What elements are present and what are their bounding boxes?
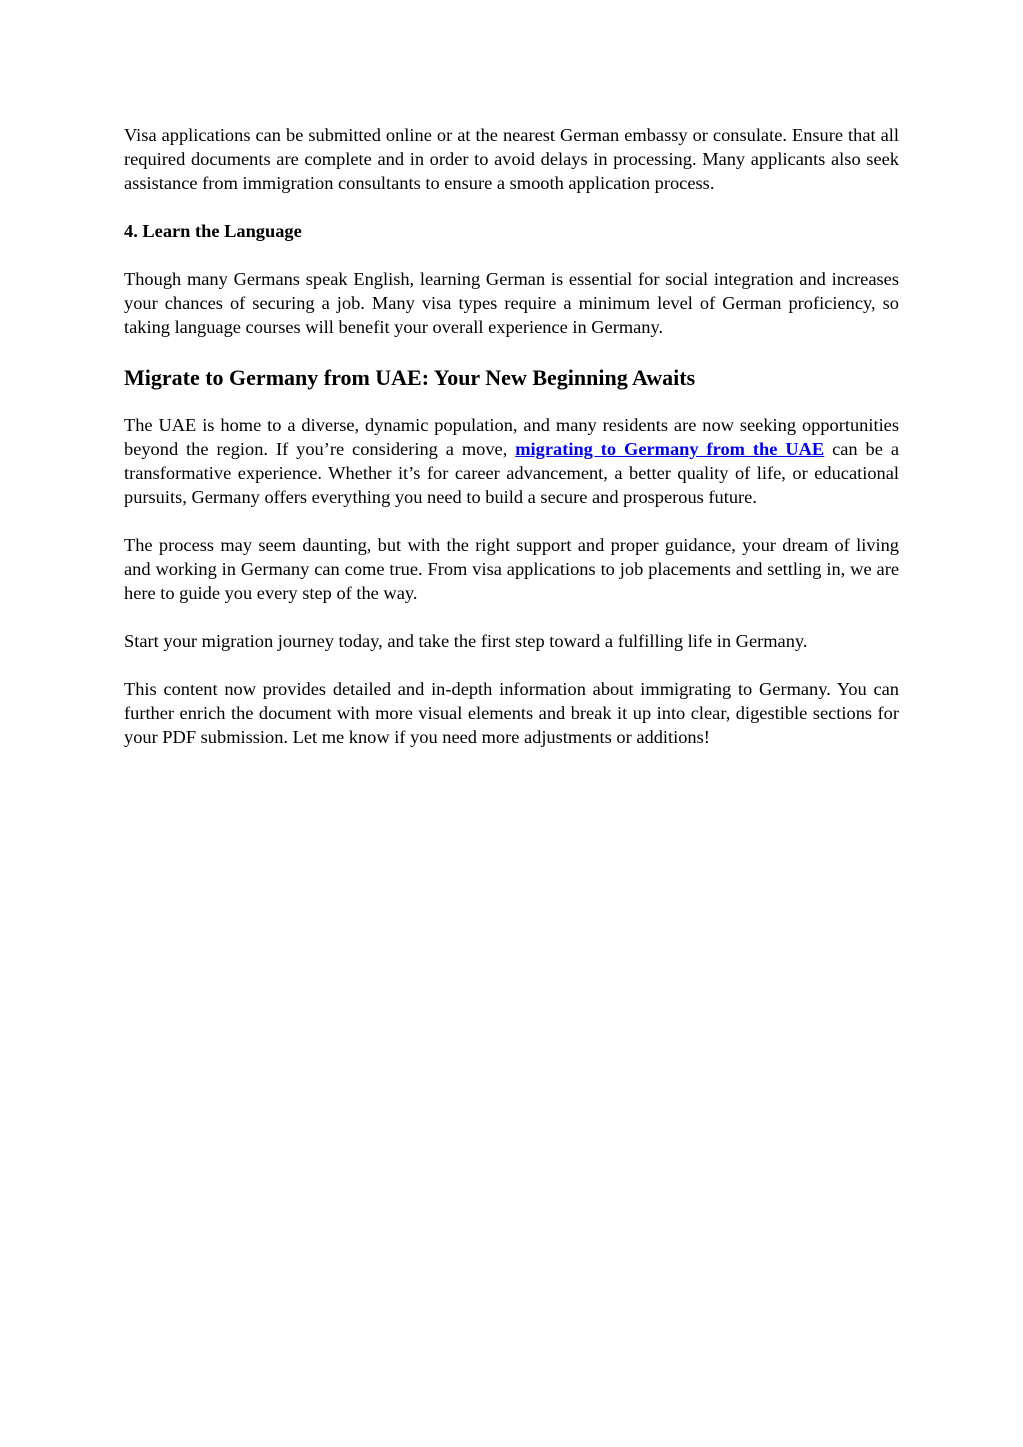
paragraph-uae-intro-text-end: can be a transformative experience. Whether it’s for career advancement, a better quality of life, or educational pursuits, Germany offers everything you need to build a secure and prosperous future. <box>124 439 899 507</box>
document-body <box>124 123 899 749</box>
paragraph-uae-intro <box>124 413 899 509</box>
paragraph-learn-language: Though many Germans speak English, learning German is essential for social integration and increases your chances of securing a job. Many visa types require a minimum level of German proficiency, so taking language courses will benefit your overall experience in Germany. <box>124 269 899 337</box>
paragraph-uae-intro-text-start: The UAE is home to a diverse, dynamic population, and many residents are now seeking opportunities beyond the region. If you’re considering a move, <box>124 415 899 459</box>
migrating-to-germany-link[interactable]: migrating to Germany from the UAE <box>515 439 825 459</box>
section-heading-learn-language: 4. Learn the Language <box>124 221 302 241</box>
paragraph-closing-note: This content now provides detailed and in-depth information about immigrating to Germany. You can further enrich the document with more visual elements and break it up into clear, digestible sections for your PDF submission. Let me know if you need more adjustments or additions! <box>124 679 899 747</box>
main-heading-migrate: Migrate to Germany from UAE: Your New Beginning Awaits <box>124 365 696 390</box>
paragraph-visa-applications: Visa applications can be submitted online or at the nearest German embassy or consulate. Ensure that all required documents are complete and in order to avoid delays in processing. Many applicants also seek assistance from immigration consultants to ensure a smooth application process. <box>124 125 899 193</box>
paragraph-start-journey: Start your migration journey today, and take the first step toward a fulfilling life in Germany. <box>124 631 808 651</box>
paragraph-process: The process may seem daunting, but with the right support and proper guidance, your dream of living and working in Germany can come true. From visa applications to job placements and settling in, we are here to guide you every step of the way. <box>124 535 899 603</box>
